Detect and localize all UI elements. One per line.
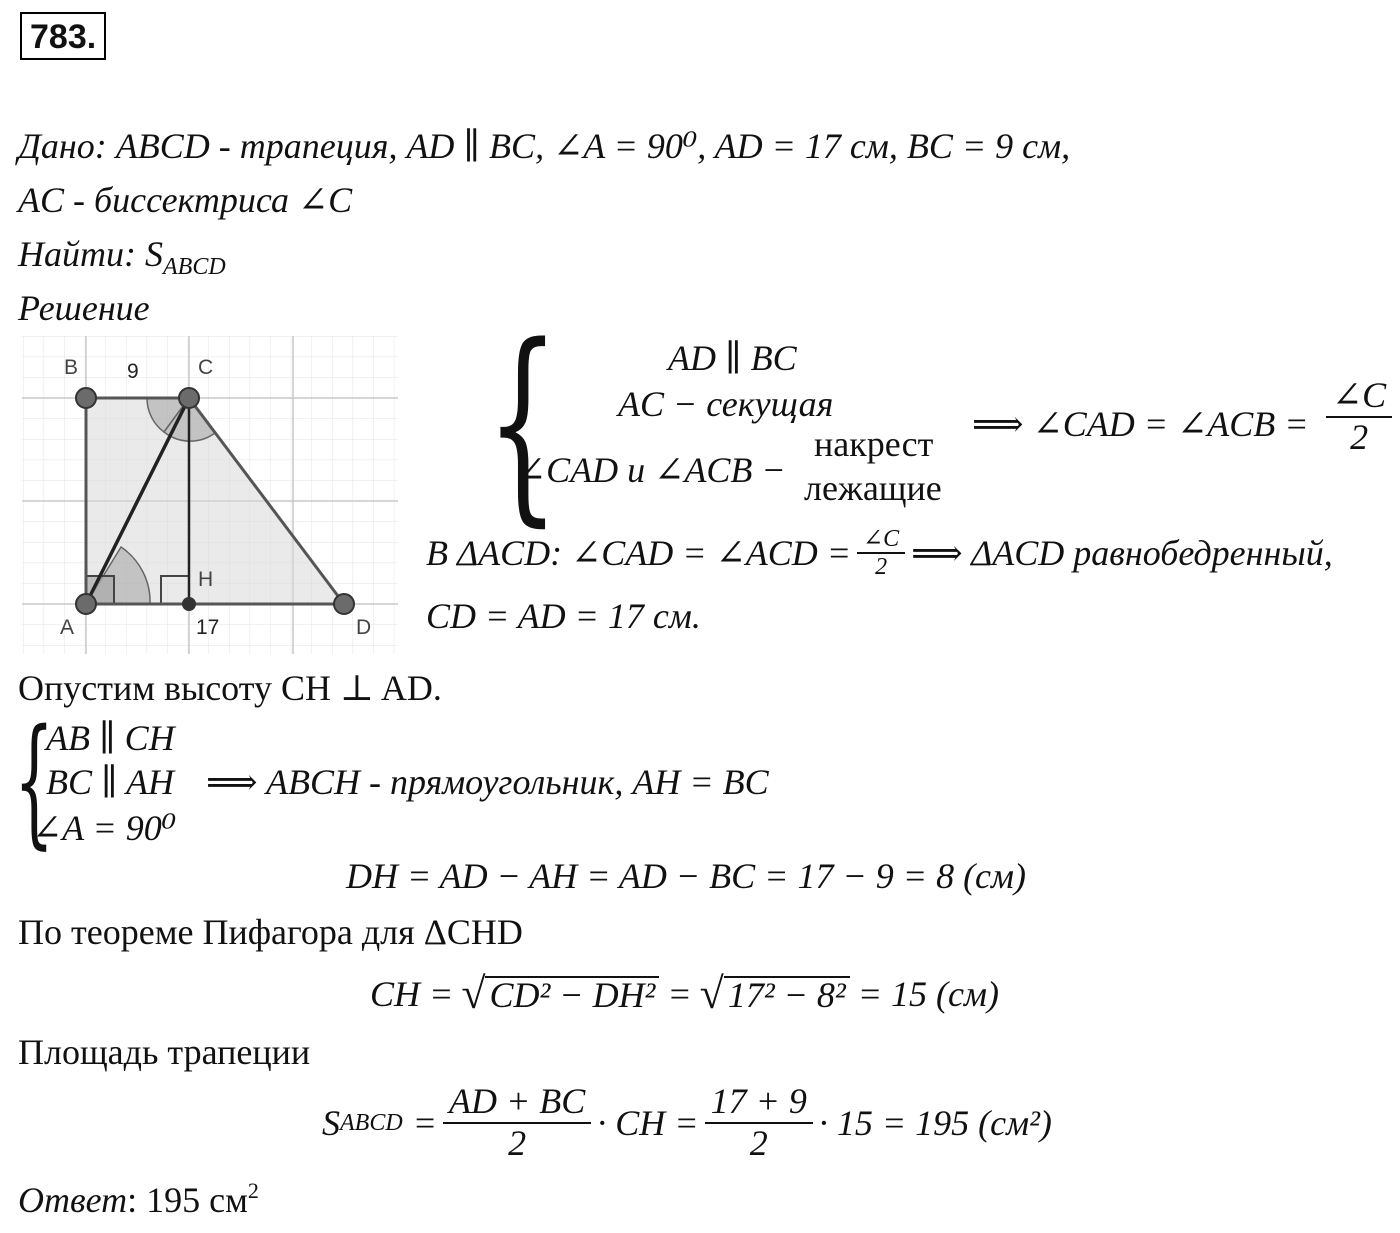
ch-mid: = <box>667 974 692 1014</box>
label-a: A <box>60 616 75 639</box>
point-a <box>76 594 96 614</box>
given-line-2: AC - биссектриса ∠C <box>18 180 353 220</box>
pythagoras-intro: По теореме Пифагора для ΔCHD <box>18 912 523 952</box>
system1-result: ⟹ ∠CAD = ∠ACB = <box>972 404 1309 444</box>
system1-line-2: AC − секущая <box>618 384 834 424</box>
label-c: C <box>198 356 214 379</box>
triangle-part-1: В ΔACD: ∠CAD = ∠ACD = <box>426 533 852 574</box>
system1-line-1: AD ∥ BC <box>668 338 797 378</box>
system1-fraction <box>1326 376 1392 457</box>
area-frac1-den: 2 <box>508 1122 527 1163</box>
triangle-frac-den: 2 <box>875 554 888 581</box>
ch-radicand-2: 17² − 8² <box>724 976 850 1012</box>
ch-rhs: = 15 (см) <box>857 974 999 1014</box>
triangle-frac-num: ∠C <box>857 526 905 554</box>
area-frac2-den: 2 <box>749 1122 768 1163</box>
answer-value: : 195 см <box>127 1180 248 1220</box>
label-ad-length: 17 <box>196 616 220 639</box>
area-equation: S ABCD = $\frac{AD + BC}{2}$ · CH = $\frac{17 + 9}{2}$ · 15 = 195 (см²) <box>322 1081 1052 1163</box>
area-fraction-1 <box>443 1082 591 1163</box>
find-label: Найти <box>18 234 124 274</box>
triangle-line <box>426 526 1333 581</box>
label-h: H <box>198 568 214 591</box>
label-bc-length: 9 <box>127 360 139 383</box>
area-intro: Площадь трапеции <box>18 1032 311 1072</box>
area-frac1-num: AD + BC <box>443 1082 591 1124</box>
area-frac2-num: 17 + 9 <box>705 1082 813 1124</box>
answer-label: Ответ <box>18 1180 128 1220</box>
system2-line-1: AB ∥ CH <box>46 718 175 758</box>
find-target: : S <box>124 234 163 274</box>
solution-label: Решение <box>18 288 150 328</box>
ch-equation: CH = √ CD² − DH² = √ 17² − 8² = 15 (см) <box>370 969 999 1018</box>
system2-line-2: BC ∥ AH <box>46 762 174 802</box>
system2-brace: { <box>14 700 55 863</box>
area-fraction-2 <box>705 1082 813 1163</box>
given-text: : ABCD - трапеция, AD ∥ BC, ∠A = 90⁰, AD = 17 см, BC = 9 см, <box>94 126 1071 166</box>
point-c <box>179 388 199 408</box>
triangle-fraction <box>857 526 905 581</box>
system1-line-3b-1: накрест <box>814 424 934 464</box>
given-line-1 <box>18 126 1070 166</box>
find-line <box>18 234 226 280</box>
answer-line <box>18 1180 259 1220</box>
point-h <box>182 597 196 611</box>
point-d <box>334 594 354 614</box>
given-label: Дано <box>18 126 95 166</box>
system2-line-3: ∠A = 90⁰ <box>32 808 177 848</box>
area-rhs: · 15 = 195 (см²) <box>818 1102 1052 1143</box>
triangle-part-2: ⟹ ΔACD равнобедренный, <box>911 533 1333 574</box>
trapezoid-figure <box>22 336 398 654</box>
height-line: Опустим высоту CH ⊥ AD. <box>18 668 442 708</box>
ch-radicand-1: CD² − DH² <box>485 976 659 1012</box>
area-lhs: S <box>322 1102 340 1143</box>
dh-equation: DH = AD − AH = AD − BC = 17 − 9 = 8 (см) <box>346 856 1026 896</box>
area-mid: · CH = <box>597 1102 699 1143</box>
answer-sup: 2 <box>247 1178 259 1203</box>
system1-frac-den: 2 <box>1350 416 1369 457</box>
system2-result: ⟹ ABCH - прямоугольник, AH = BC <box>206 762 769 802</box>
problem-number: 783. <box>20 12 106 60</box>
triangle-line-2: CD = AD = 17 см. <box>426 596 701 636</box>
system1-frac-num: ∠C <box>1326 376 1392 418</box>
ch-lhs: CH = <box>370 974 454 1014</box>
system1-brace: { <box>486 300 560 545</box>
label-b: B <box>64 356 79 379</box>
system1-line-3b-2: лежащие <box>804 468 942 508</box>
find-subscript: ABCD <box>163 254 226 280</box>
system1-line-3: ∠CAD и ∠ACB − <box>516 450 786 490</box>
area-eq1: = <box>412 1102 437 1143</box>
point-b <box>76 388 96 408</box>
label-d: D <box>356 616 372 639</box>
